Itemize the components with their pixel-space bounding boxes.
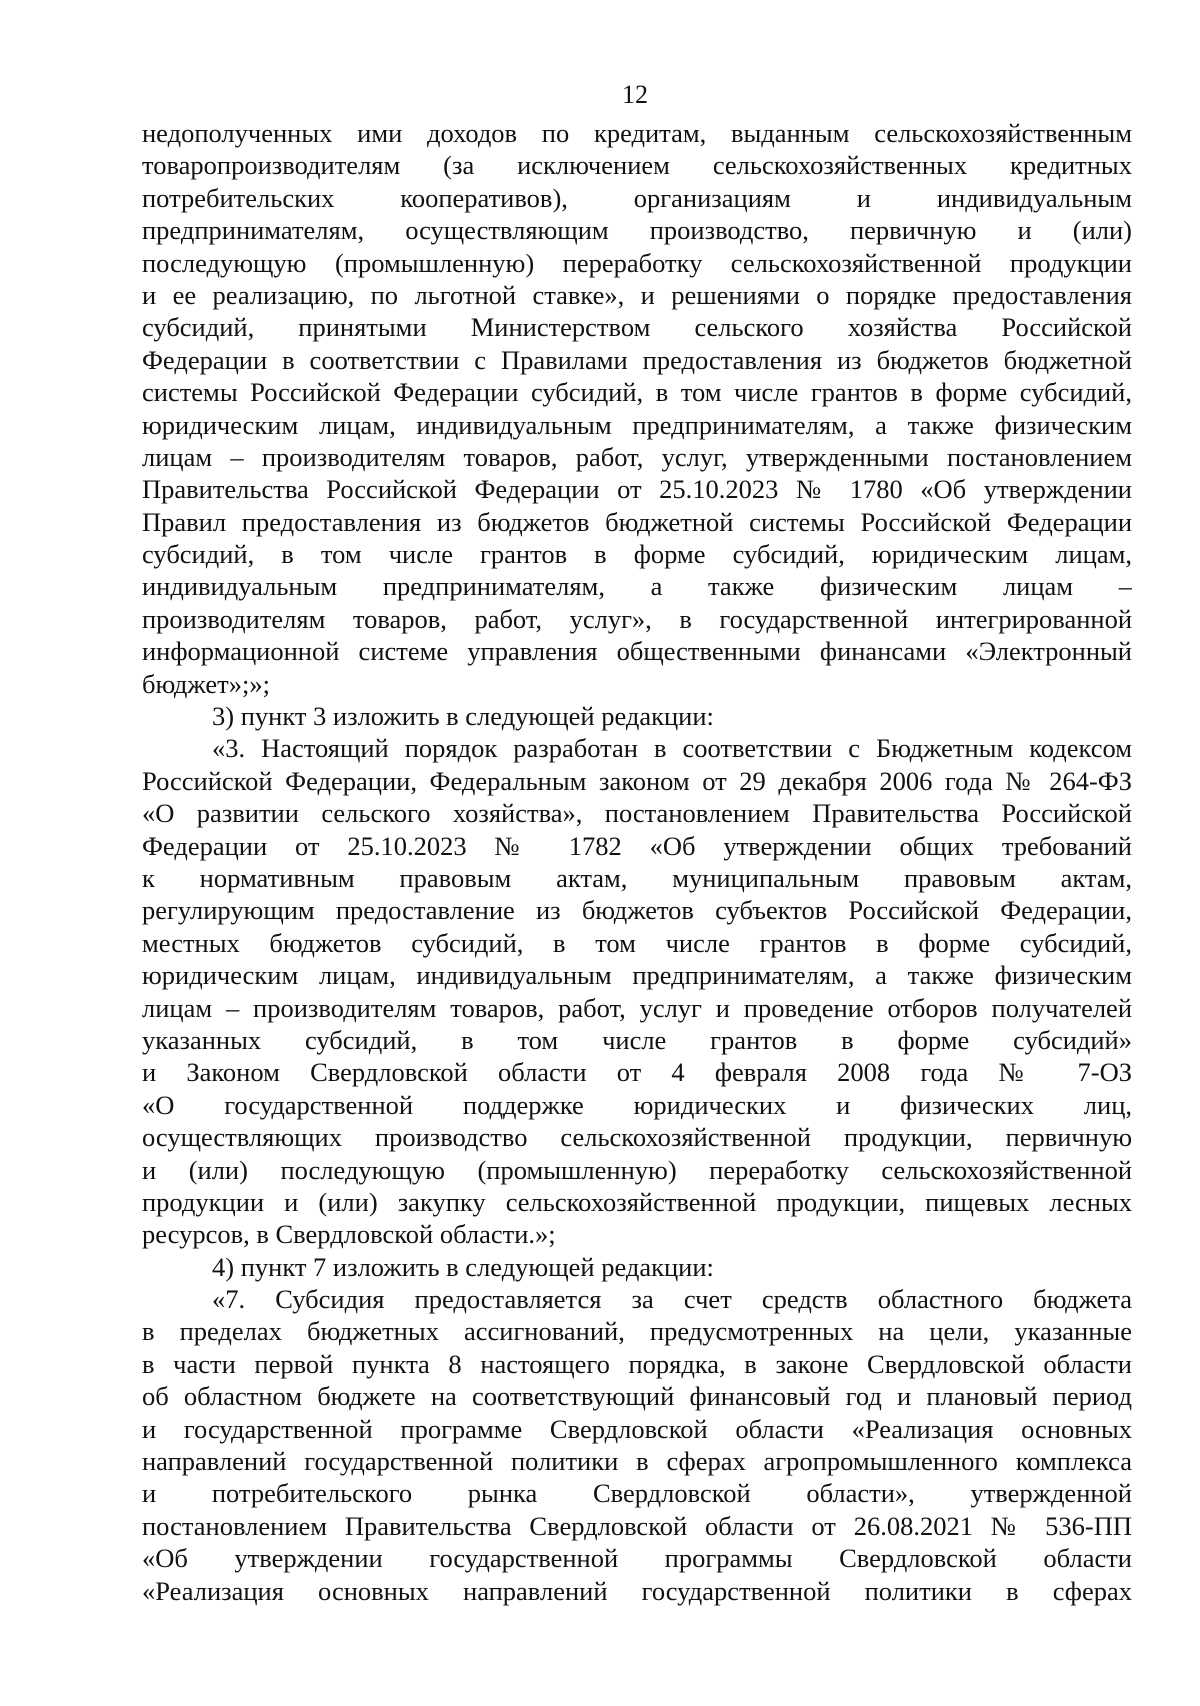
text-line: информационной системе управления общественными финансами «Электронный [142, 636, 1132, 667]
text-line: «Реализация основных направлений государственной политики в сферах [142, 1575, 1132, 1606]
text-line: последующую (промышленную) переработку сельскохозяйственной продукции [142, 247, 1132, 278]
text-line: «Об утверждении государственной программы Свердловской области [142, 1543, 1132, 1574]
text-line: потребительских кооперативов), организациям и индивидуальным [142, 182, 1132, 213]
text-line: местных бюджетов субсидий, в том числе грантов в форме субсидий, [142, 927, 1132, 958]
text-line: производителям товаров, работ, услуг», в государственной интегрированной [142, 603, 1132, 634]
text-line: «О развитии сельского хозяйства», постановлением Правительства Российской [142, 798, 1132, 829]
text-line: предпринимателям, осуществляющим производство, первичную и (или) [142, 215, 1132, 246]
text-line: лицам – производителям товаров, работ, услуг и проведение отборов получателей [142, 992, 1132, 1023]
text-line: Правительства Российской Федерации от 25.10.2023 № 1780 «Об утверждении [142, 474, 1132, 505]
text-line: и потребительского рынка Свердловской области», утвержденной [142, 1478, 1132, 1509]
text-line: Российской Федерации, Федеральным законом от 29 декабря 2006 года № 264-ФЗ [142, 765, 1132, 796]
page-number: 12 [622, 80, 648, 109]
text-line: юридическим лицам, индивидуальным предпринимателям, а также физическим [142, 960, 1132, 991]
text-line: бюджет»;»; [142, 668, 270, 699]
text-line: об областном бюджете на соответствующий финансовый год и плановый период [142, 1381, 1132, 1412]
text-line: Федерации от 25.10.2023 № 1782 «Об утверждении общих требований [142, 830, 1132, 861]
text-line: регулирующим предоставление из бюджетов субъектов Российской Федерации, [142, 895, 1132, 926]
text-line: товаропроизводителям (за исключением сельскохозяйственных кредитных [142, 150, 1132, 181]
text-line: указанных субсидий, в том числе грантов в форме субсидий» [142, 1024, 1132, 1055]
text-line: и государственной программе Свердловской области «Реализация основных [142, 1413, 1132, 1444]
text-line: «7. Субсидия предоставляется за счет средств областного бюджета [212, 1284, 1132, 1315]
text-line: направлений государственной политики в сферах агропромышленного комплекса [142, 1446, 1132, 1477]
text-line: 3) пункт 3 изложить в следующей редакции: [212, 701, 714, 732]
text-line: недополученных ими доходов по кредитам, выданным сельскохозяйственным [142, 118, 1132, 148]
text-line: продукции и (или) закупку сельскохозяйственной продукции, пищевых лесных [142, 1186, 1132, 1217]
text-line: юридическим лицам, индивидуальным предпринимателям, а также физическим [142, 409, 1132, 440]
text-line: субсидий, в том числе грантов в форме субсидий, юридическим лицам, [142, 539, 1132, 570]
text-line: Федерации в соответствии с Правилами предоставления из бюджетов бюджетной [142, 344, 1132, 375]
text-line: в пределах бюджетных ассигнований, предусмотренных на цели, указанные [142, 1316, 1132, 1347]
text-line: лицам – производителям товаров, работ, услуг, утвержденными постановлением [142, 441, 1132, 472]
text-line: 4) пункт 7 изложить в следующей редакции: [212, 1251, 714, 1282]
text-line: системы Российской Федерации субсидий, в том числе грантов в форме субсидий, [142, 377, 1132, 408]
text-line: и ее реализацию, по льготной ставке», и решениями о порядке предоставления [142, 279, 1132, 310]
text-line: субсидий, принятыми Министерством сельского хозяйства Российской [142, 312, 1132, 343]
text-line: осуществляющих производство сельскохозяйственной продукции, первичную [142, 1122, 1132, 1153]
text-line: к нормативным правовым актам, муниципальным правовым актам, [142, 862, 1132, 893]
text-line: Правил предоставления из бюджетов бюджетной системы Российской Федерации [142, 506, 1132, 537]
text-line: постановлением Правительства Свердловской области от 26.08.2021 № 536-ПП [142, 1510, 1132, 1541]
text-line: в части первой пункта 8 настоящего порядка, в законе Свердловской области [142, 1348, 1132, 1379]
document-body [142, 117, 1132, 1607]
text-line: ресурсов, в Свердловской области.»; [142, 1219, 556, 1250]
text-line: «О государственной поддержке юридических и физических лиц, [142, 1089, 1132, 1120]
text-line: «3. Настоящий порядок разработан в соответствии с Бюджетным кодексом [212, 733, 1132, 764]
text-line: индивидуальным предпринимателям, а также физическим лицам – [142, 571, 1132, 602]
text-line: и Законом Свердловской области от 4 февраля 2008 года № 7-ОЗ [142, 1057, 1132, 1088]
text-line: и (или) последующую (промышленную) переработку сельскохозяйственной [142, 1154, 1132, 1185]
